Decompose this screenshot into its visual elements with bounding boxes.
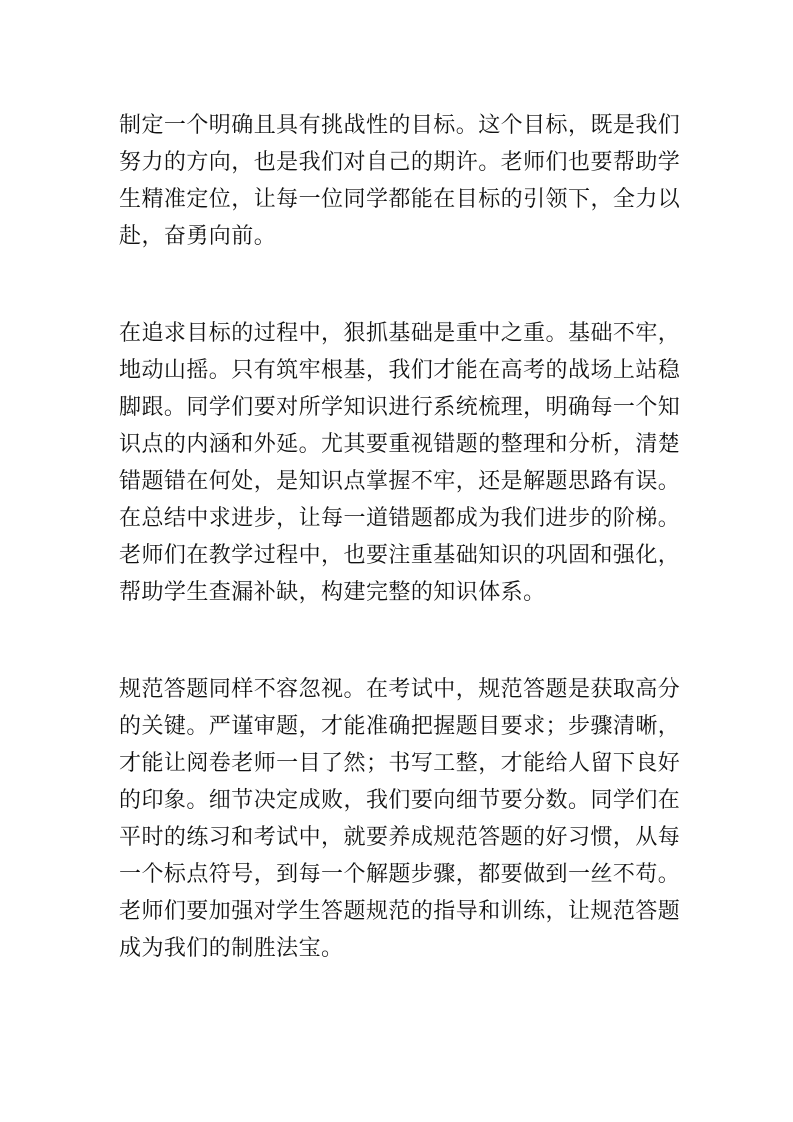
text-line: 规范答题同样不容忽视。在考试中，规范答题是获取高分	[119, 677, 681, 702]
paragraph-standard-answering	[119, 671, 681, 967]
text-line: 成为我们的制胜法宝。	[119, 936, 344, 961]
text-line: 平时的练习和考试中，就要养成规范答题的好习惯，从每	[119, 825, 681, 850]
paragraph-goal-setting	[119, 107, 681, 255]
text-line: 在追求目标的过程中，狠抓基础是重中之重。基础不牢，	[119, 321, 681, 346]
text-line: 生精准定位，让每一位同学都能在目标的引领下，全力以	[119, 187, 681, 212]
text-line: 在总结中求进步，让每一道错题都成为我们进步的阶梯。	[119, 506, 681, 531]
text-line: 的关键。严谨审题，才能准确把握题目要求；步骤清晰，	[119, 714, 681, 739]
text-line: 识点的内涵和外延。尤其要重视错题的整理和分析，清楚	[119, 432, 681, 457]
text-line: 帮助学生查漏补缺，构建完整的知识体系。	[119, 580, 546, 605]
text-line: 老师们要加强对学生答题规范的指导和训练，让规范答题	[119, 899, 681, 924]
text-line: 老师们在教学过程中，也要注重基础知识的巩固和强化，	[119, 543, 681, 568]
text-line: 的印象。细节决定成败，我们要向细节要分数。同学们在	[119, 788, 681, 813]
text-line: 一个标点符号，到每一个解题步骤，都要做到一丝不苟。	[119, 862, 681, 887]
text-line: 脚跟。同学们要对所学知识进行系统梳理，明确每一个知	[119, 395, 681, 420]
text-line: 制定一个明确且具有挑战性的目标。这个目标，既是我们	[119, 113, 681, 138]
paragraph-basics	[119, 315, 681, 611]
text-line: 地动山摇。只有筑牢根基，我们才能在高考的战场上站稳	[119, 358, 681, 383]
text-line: 赴，奋勇向前。	[119, 224, 277, 249]
text-line: 错题错在何处，是知识点掌握不牢，还是解题思路有误。	[119, 469, 681, 494]
text-line: 努力的方向，也是我们对自己的期许。老师们也要帮助学	[119, 150, 681, 175]
text-line: 才能让阅卷老师一目了然；书写工整，才能给人留下良好	[119, 751, 681, 776]
